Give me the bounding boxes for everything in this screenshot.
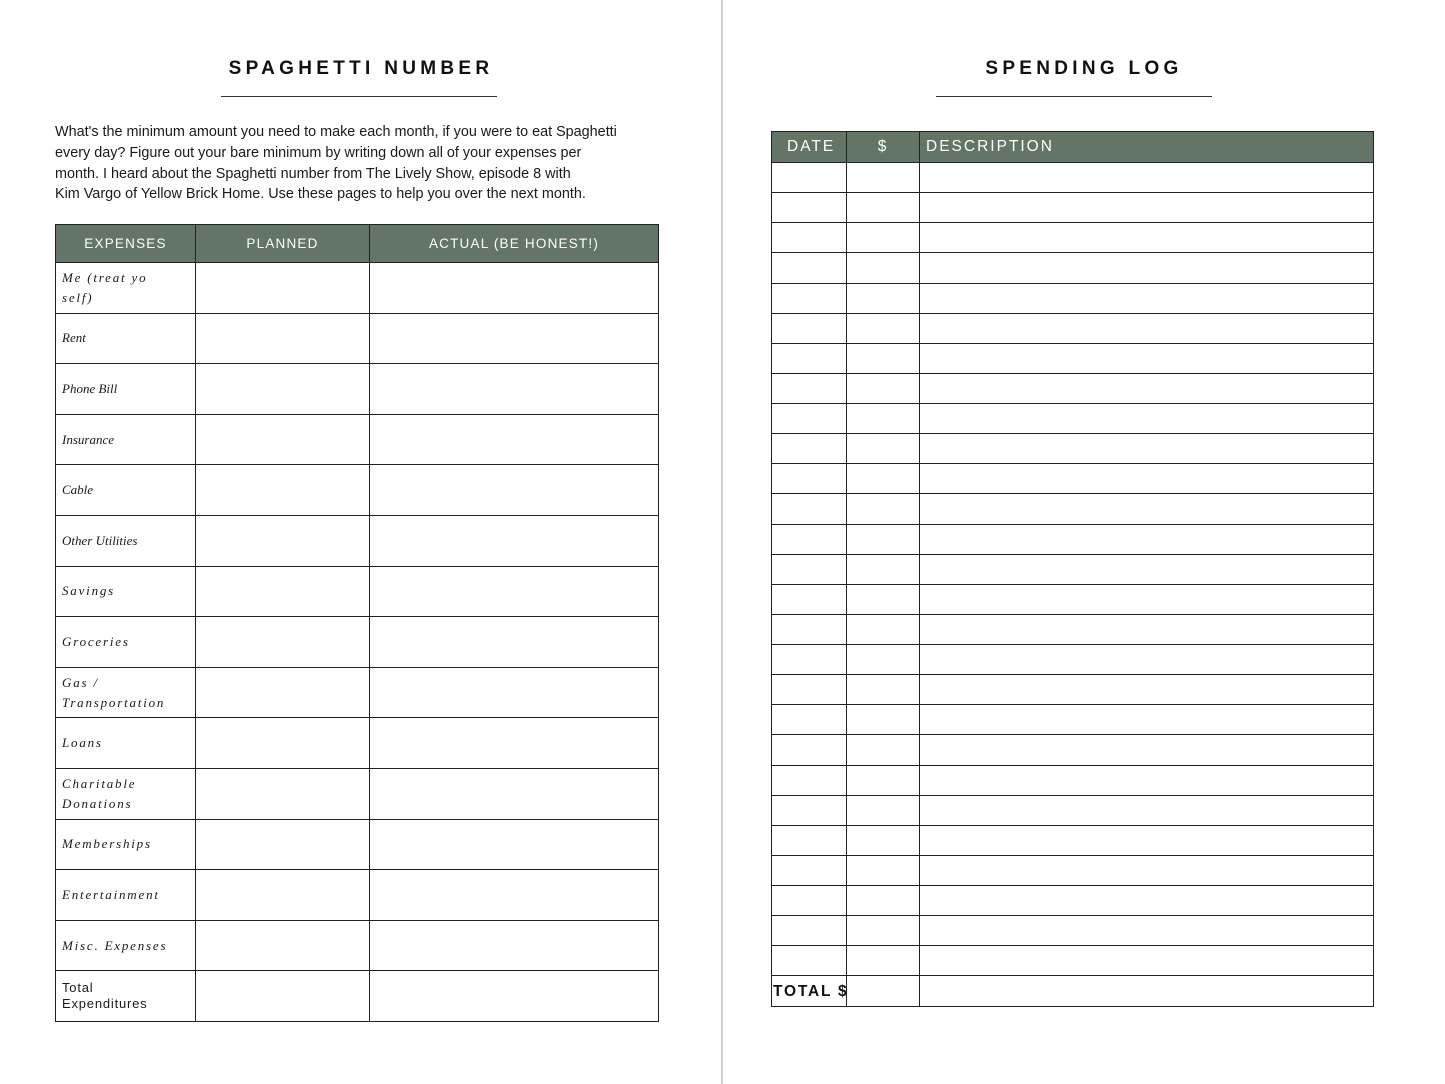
amount-cell[interactable] — [847, 554, 920, 584]
spending-log-table — [771, 131, 1374, 1007]
amount-cell[interactable] — [847, 705, 920, 735]
description-cell[interactable] — [920, 765, 1374, 795]
expense-label-line: Expenditures — [62, 996, 148, 1012]
expense-label-line: Transportation — [62, 694, 166, 710]
spending-log-row — [772, 855, 1374, 885]
spending-log-row — [772, 524, 1374, 554]
expense-label-line: self) — [62, 289, 94, 305]
description-cell[interactable] — [920, 373, 1374, 403]
amount-cell[interactable] — [847, 373, 920, 403]
expense-label — [56, 263, 196, 314]
expense-row — [56, 617, 659, 668]
amount-cell[interactable] — [847, 946, 920, 976]
spending-log-row — [772, 645, 1374, 675]
expense-label-line: Phone Bill — [62, 380, 118, 396]
intro-line: every day? Figure out your bare minimum by writing down all of your expenses per — [55, 144, 582, 161]
amount-cell[interactable] — [847, 163, 920, 193]
intro-line: month. I heard about the Spaghetti number from The Lively Show, episode 8 with — [55, 165, 571, 182]
spending-log-row — [772, 584, 1374, 614]
description-cell[interactable] — [920, 735, 1374, 765]
spending-log-row — [772, 916, 1374, 946]
expense-label-line: Loans — [62, 735, 103, 751]
date-cell[interactable] — [772, 283, 847, 313]
spending-log-row — [772, 404, 1374, 434]
amount-cell[interactable] — [847, 404, 920, 434]
spending-log-row — [772, 614, 1374, 644]
expense-row — [56, 667, 659, 718]
amount-cell[interactable] — [847, 855, 920, 885]
date-cell[interactable] — [772, 554, 847, 584]
description-cell[interactable] — [920, 404, 1374, 434]
actual-cell[interactable] — [370, 971, 659, 1022]
expense-label — [56, 414, 196, 465]
planned-cell[interactable] — [196, 667, 370, 718]
actual-cell[interactable] — [370, 313, 659, 364]
planned-cell[interactable] — [196, 971, 370, 1022]
planned-cell[interactable] — [196, 819, 370, 870]
planned-cell[interactable] — [196, 768, 370, 819]
spending-log-table-body — [772, 163, 1374, 1007]
actual-cell[interactable] — [370, 718, 659, 769]
expenses-table-body — [56, 263, 659, 1022]
spaghetti-intro-text — [55, 122, 675, 205]
date-cell[interactable] — [772, 825, 847, 855]
planned-cell[interactable] — [196, 465, 370, 516]
spending-log-row — [772, 554, 1374, 584]
expense-row — [56, 920, 659, 971]
planned-cell[interactable] — [196, 718, 370, 769]
amount-cell[interactable] — [847, 464, 920, 494]
spaghetti-number-page — [0, 0, 722, 1084]
expense-row — [56, 819, 659, 870]
expense-label-line: Donations — [62, 795, 133, 811]
intro-line: What's the minimum amount you need to make each month, if you were to eat Spaghetti — [55, 124, 617, 140]
amount-cell[interactable] — [847, 313, 920, 343]
actual-cell[interactable] — [370, 364, 659, 415]
date-cell[interactable] — [772, 855, 847, 885]
amount-cell[interactable] — [847, 735, 920, 765]
spending-log-row — [772, 825, 1374, 855]
actual-cell[interactable] — [370, 465, 659, 516]
amount-column-header: $ — [847, 132, 920, 163]
amount-cell[interactable] — [847, 223, 920, 253]
amount-cell[interactable] — [847, 886, 920, 916]
date-cell[interactable] — [772, 193, 847, 223]
planned-column-header: PLANNED — [196, 225, 370, 263]
actual-cell[interactable] — [370, 566, 659, 617]
expense-label — [56, 566, 196, 617]
spending-log-page — [723, 0, 1445, 1084]
amount-cell[interactable] — [847, 916, 920, 946]
expense-label — [56, 617, 196, 668]
spending-log-row — [772, 795, 1374, 825]
date-cell[interactable] — [772, 584, 847, 614]
amount-cell[interactable] — [847, 825, 920, 855]
expense-row — [56, 465, 659, 516]
spending-log-row — [772, 494, 1374, 524]
date-cell[interactable] — [772, 464, 847, 494]
spending-log-row — [772, 373, 1374, 403]
expense-row — [56, 971, 659, 1022]
amount-cell[interactable] — [847, 343, 920, 373]
expense-label-line: Misc. Expenses — [62, 937, 168, 953]
amount-cell[interactable] — [847, 494, 920, 524]
date-cell[interactable] — [772, 253, 847, 283]
date-cell[interactable] — [772, 916, 847, 946]
planned-cell[interactable] — [196, 566, 370, 617]
spending-log-row — [772, 464, 1374, 494]
description-cell[interactable] — [920, 464, 1374, 494]
date-cell[interactable] — [772, 886, 847, 916]
description-cell[interactable] — [920, 584, 1374, 614]
description-cell[interactable] — [920, 283, 1374, 313]
description-cell[interactable] — [920, 614, 1374, 644]
spending-log-row — [772, 343, 1374, 373]
expense-label-line: Entertainment — [62, 886, 160, 902]
description-cell[interactable] — [920, 524, 1374, 554]
description-cell[interactable] — [920, 675, 1374, 705]
actual-cell[interactable] — [370, 667, 659, 718]
description-cell[interactable] — [920, 494, 1374, 524]
spending-log-row — [772, 253, 1374, 283]
date-cell[interactable] — [772, 343, 847, 373]
expense-label-line: Rent — [62, 330, 86, 346]
expense-row — [56, 870, 659, 921]
expense-label — [56, 515, 196, 566]
expenses-header-row — [56, 225, 659, 263]
description-cell[interactable] — [920, 253, 1374, 283]
amount-cell[interactable] — [847, 434, 920, 464]
date-cell[interactable] — [772, 524, 847, 554]
spending-log-title: SPENDING LOG — [985, 58, 1183, 79]
spending-log-row — [772, 765, 1374, 795]
amount-cell[interactable] — [847, 193, 920, 223]
actual-cell[interactable] — [370, 617, 659, 668]
description-cell[interactable] — [920, 705, 1374, 735]
description-cell[interactable] — [920, 976, 1374, 1006]
spending-log-row — [772, 705, 1374, 735]
expense-label-line: Total — [62, 980, 94, 996]
date-cell[interactable] — [772, 313, 847, 343]
amount-cell[interactable] — [847, 645, 920, 675]
spaghetti-title-underline — [221, 96, 497, 97]
date-column-header: DATE — [772, 132, 847, 163]
description-column-header: DESCRIPTION — [920, 132, 1374, 163]
actual-column-header: ACTUAL (BE HONEST!) — [370, 225, 659, 263]
spending-log-row — [772, 193, 1374, 223]
spending-log-row — [772, 946, 1374, 976]
description-cell[interactable] — [920, 193, 1374, 223]
expense-label-line: Memberships — [62, 836, 152, 852]
expense-label — [56, 465, 196, 516]
expense-label-line: Cable — [62, 482, 94, 498]
description-cell[interactable] — [920, 434, 1374, 464]
expense-row — [56, 718, 659, 769]
spending-log-row — [772, 283, 1374, 313]
date-cell[interactable] — [772, 373, 847, 403]
date-cell[interactable] — [772, 645, 847, 675]
date-cell[interactable] — [772, 735, 847, 765]
expense-label — [56, 364, 196, 415]
spending-log-row — [772, 886, 1374, 916]
date-cell[interactable] — [772, 163, 847, 193]
planned-cell[interactable] — [196, 414, 370, 465]
expenses-table — [55, 224, 659, 1022]
date-cell[interactable] — [772, 765, 847, 795]
amount-cell[interactable] — [847, 614, 920, 644]
expense-row — [56, 263, 659, 314]
description-cell[interactable] — [920, 163, 1374, 193]
date-cell[interactable] — [772, 223, 847, 253]
actual-cell[interactable] — [370, 819, 659, 870]
expense-label-line: Groceries — [62, 633, 130, 649]
description-cell[interactable] — [920, 946, 1374, 976]
spending-total-label: TOTAL $ — [773, 983, 849, 1000]
description-cell[interactable] — [920, 554, 1374, 584]
planned-cell[interactable] — [196, 920, 370, 971]
spending-log-row — [772, 223, 1374, 253]
amount-cell[interactable] — [847, 524, 920, 554]
expense-label-line: Savings — [62, 583, 116, 599]
spending-log-row — [772, 675, 1374, 705]
description-cell[interactable] — [920, 343, 1374, 373]
actual-cell[interactable] — [370, 263, 659, 314]
spending-log-header-row — [772, 132, 1374, 163]
expense-label — [56, 920, 196, 971]
expense-label-line: Charitable — [62, 775, 137, 791]
planned-cell[interactable] — [196, 515, 370, 566]
amount-cell[interactable] — [847, 765, 920, 795]
actual-cell[interactable] — [370, 515, 659, 566]
expense-label — [56, 768, 196, 819]
planned-cell[interactable] — [196, 313, 370, 364]
planned-cell[interactable] — [196, 263, 370, 314]
date-cell[interactable] — [772, 614, 847, 644]
date-cell[interactable] — [772, 404, 847, 434]
planned-cell[interactable] — [196, 617, 370, 668]
description-cell[interactable] — [920, 223, 1374, 253]
expense-row — [56, 768, 659, 819]
description-cell[interactable] — [920, 313, 1374, 343]
spending-log-title-underline — [936, 96, 1212, 97]
expense-label — [56, 870, 196, 921]
expense-label — [56, 718, 196, 769]
actual-cell[interactable] — [370, 920, 659, 971]
description-cell[interactable] — [920, 855, 1374, 885]
expense-label — [56, 819, 196, 870]
spending-log-row — [772, 313, 1374, 343]
description-cell[interactable] — [920, 825, 1374, 855]
actual-cell[interactable] — [370, 870, 659, 921]
amount-cell[interactable] — [847, 675, 920, 705]
spending-log-row — [772, 434, 1374, 464]
expense-row — [56, 566, 659, 617]
amount-cell[interactable] — [847, 283, 920, 313]
expense-label — [56, 667, 196, 718]
expense-row — [56, 364, 659, 415]
actual-cell[interactable] — [370, 768, 659, 819]
planned-cell[interactable] — [196, 364, 370, 415]
amount-cell[interactable] — [847, 795, 920, 825]
expenses-column-header: EXPENSES — [56, 225, 196, 263]
description-cell[interactable] — [920, 645, 1374, 675]
date-cell[interactable] — [772, 494, 847, 524]
date-cell[interactable] — [772, 795, 847, 825]
date-cell[interactable] — [772, 946, 847, 976]
expense-label-line: Gas / — [62, 674, 99, 690]
amount-cell[interactable] — [847, 584, 920, 614]
spending-log-row — [772, 163, 1374, 193]
date-cell[interactable] — [772, 434, 847, 464]
actual-cell[interactable] — [370, 414, 659, 465]
description-cell[interactable] — [920, 916, 1374, 946]
spending-log-row — [772, 735, 1374, 765]
amount-cell[interactable] — [847, 253, 920, 283]
spaghetti-title: SPAGHETTI NUMBER — [228, 58, 494, 79]
description-cell[interactable] — [920, 886, 1374, 916]
expense-row — [56, 515, 659, 566]
expense-label-line: Me (treat yo — [62, 269, 148, 285]
expense-label-line: Other Utilities — [62, 532, 138, 548]
spending-log-row — [772, 976, 1374, 1006]
expense-label-line: Insurance — [62, 431, 114, 447]
date-cell[interactable] — [772, 705, 847, 735]
expense-label — [56, 971, 196, 1022]
expense-label — [56, 313, 196, 364]
date-cell[interactable] — [772, 675, 847, 705]
description-cell[interactable] — [920, 795, 1374, 825]
amount-cell[interactable] — [847, 976, 920, 1006]
expense-row — [56, 414, 659, 465]
expense-row — [56, 313, 659, 364]
intro-line: Kim Vargo of Yellow Brick Home. Use these pages to help you over the next month. — [55, 186, 586, 203]
planned-cell[interactable] — [196, 870, 370, 921]
